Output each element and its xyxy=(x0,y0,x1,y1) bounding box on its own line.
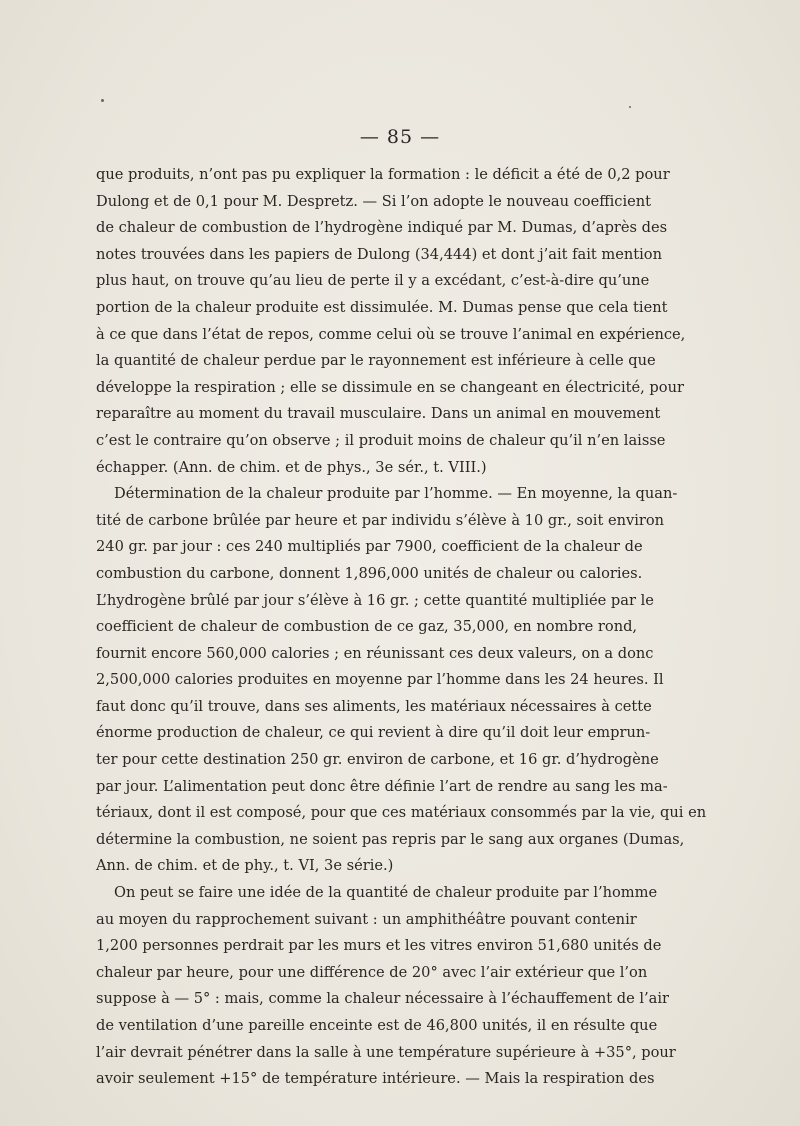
text-line: suppose à — 5° : mais, comme la chaleur nécessaire à l’échauffement de l’air xyxy=(96,990,670,1008)
text-line: la quantité de chaleur perdue par le rayonnement est inférieure à celle que xyxy=(96,352,656,370)
text-line: 2,500,000 calories produites en moyenne par l’homme dans les 24 heures. Il xyxy=(96,671,664,689)
text-line: portion de la chaleur produite est dissimulée. M. Dumas pense que cela tient xyxy=(96,298,668,316)
text-line: avoir seulement +15° de température intérieure. — Mais la respiration des xyxy=(96,1070,655,1088)
text-line: c’est le contraire qu’on observe ; il produit moins de chaleur qu’il n’en laisse xyxy=(96,431,666,449)
paper-speck xyxy=(101,99,104,102)
text-line: chaleur par heure, pour une différence de 20° avec l’air extérieur que l’on xyxy=(96,963,648,981)
text-line: tité de carbone brûlée par heure et par individu s’élève à 10 gr., soit environ xyxy=(96,511,665,529)
text-line: Détermination de la chaleur produite par l’homme. — En moyenne, la quan- xyxy=(114,485,678,503)
text-line: faut donc qu’il trouve, dans ses aliments, les matériaux nécessaires à cette xyxy=(96,697,652,715)
text-line: de ventilation d’une pareille enceinte est de 46,800 unités, il en résulte que xyxy=(96,1017,658,1034)
text-line: Ann. de chim. et de phy., t. VI, 3e série.) xyxy=(96,857,394,875)
text-line: ter pour cette destination 250 gr. environ de carbone, et 16 gr. d’hydrogène xyxy=(96,751,659,769)
text-line: On peut se faire une idée de la quantité de chaleur produite par l’homme xyxy=(114,884,658,902)
text-line: Dulong et de 0,1 pour M. Despretz. — Si l’on adopte le nouveau coefficient xyxy=(96,192,652,210)
text-line: 240 gr. par jour : ces 240 multipliés par 7900, coefficient de la chaleur de xyxy=(96,538,643,556)
paper-speck xyxy=(629,106,631,108)
text-line: énorme production de chaleur, ce qui revient à dire qu’il doit leur emprun- xyxy=(96,724,651,742)
text-line: l’air devrait pénétrer dans la salle à une température supérieure à +35°, pour xyxy=(96,1043,676,1061)
body-text xyxy=(96,162,707,1093)
text-line: 1,200 personnes perdrait par les murs et les vitres environ 51,680 unités de xyxy=(96,937,662,955)
text-line: combustion du carbone, donnent 1,896,000 unités de chaleur ou calories. xyxy=(96,564,643,582)
text-line: de chaleur de combustion de l’hydrogène indiqué par M. Dumas, d’après des xyxy=(96,219,668,237)
text-line: au moyen du rapprochement suivant : un amphithéâtre pouvant contenir xyxy=(96,910,637,928)
text-line: notes trouvées dans les papiers de Dulong (34,444) et dont j’ait fait mention xyxy=(96,245,662,263)
text-line: développe la respiration ; elle se dissimule en se changeant en électricité, pour xyxy=(96,378,684,396)
text-line: que produits, n’ont pas pu expliquer la formation : le déficit a été de 0,2 pour xyxy=(96,166,670,183)
text-line: L’hydrogène brûlé par jour s’élève à 16 gr. ; cette quantité multipliée par le xyxy=(96,591,654,609)
text-line: coefficient de chaleur de combustion de ce gaz, 35,000, en nombre rond, xyxy=(96,618,638,636)
text-line: par jour. L’alimentation peut donc être définie l’art de rendre au sang les ma- xyxy=(96,777,668,795)
text-line: tériaux, dont il est composé, pour que ces matériaux consommés par la vie, qui en xyxy=(96,804,707,822)
page-number: — 85 — xyxy=(359,126,441,148)
text-line: reparaître au moment du travail musculaire. Dans un animal en mouvement xyxy=(96,405,661,423)
text-line: échapper. (Ann. de chim. et de phys., 3e sér., t. VIII.) xyxy=(96,458,487,476)
text-line: à ce que dans l’état de repos, comme celui où se trouve l’animal en expérience, xyxy=(96,325,686,343)
text-line: plus haut, on trouve qu’au lieu de perte il y a excédant, c’est-à-dire qu’une xyxy=(96,272,650,290)
text-line: fournit encore 560,000 calories ; en réunissant ces deux valeurs, on a donc xyxy=(96,644,654,662)
text-line: détermine la combustion, ne soient pas repris par le sang aux organes (Dumas, xyxy=(96,830,685,848)
